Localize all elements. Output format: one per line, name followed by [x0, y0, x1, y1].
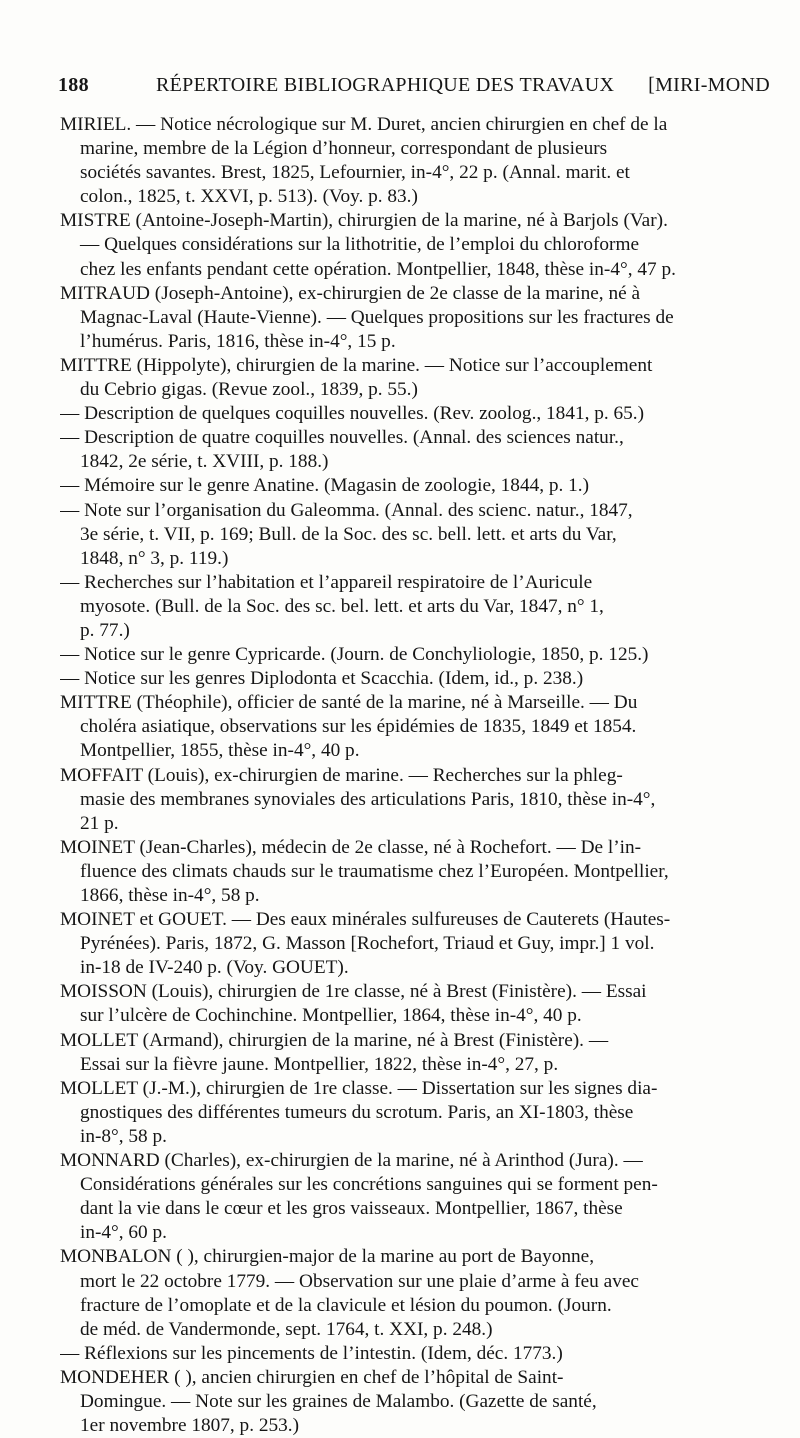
text-line: 1er novembre 1807, p. 253.)	[80, 1415, 300, 1437]
text-line: MISTRE (Antoine-Joseph-Martin), chirurgien de la marine, né à Barjols (Var).	[60, 210, 668, 232]
running-header	[58, 74, 770, 102]
text-line: MIRIEL. — Notice nécrologique sur M. Duret, ancien chirurgien en chef de la	[60, 114, 668, 135]
text-line: 1842, 2e série, t. XVIII, p. 188.)	[80, 451, 329, 473]
text-line: MITTRE (Théophile), officier de santé de la marine, né à Marseille. — Du	[60, 692, 638, 714]
text-line: Montpellier, 1855, thèse in-4°, 40 p.	[80, 740, 360, 762]
entry-monbalon	[60, 1245, 780, 1341]
text-line: Considérations générales sur les concrétions sanguines qui se forment pen-	[80, 1174, 658, 1196]
text-line: 1848, n° 3, p. 119.)	[80, 547, 229, 569]
text-line: chez les enfants pendant cette opération. Montpellier, 1848, thèse in-4°, 47 p.	[80, 258, 676, 280]
text-line: l’humérus. Paris, 1816, thèse in-4°, 15 p.	[80, 330, 396, 352]
text-line: colon., 1825, t. XXVI, p. 513). (Voy. p. 83.)	[80, 186, 418, 208]
text-line: dant la vie dans le cœur et les gros vaisseaux. Montpellier, 1867, thèse	[80, 1198, 623, 1220]
sub-entry	[60, 643, 780, 667]
text-line: fracture de l’omoplate et de la clavicule et lésion du poumon. (Journ.	[80, 1294, 612, 1316]
entry-mitraud	[60, 282, 780, 354]
text-line: — Réflexions sur les pincements de l’intestin. (Idem, déc. 1773.)	[60, 1342, 563, 1364]
text-line: 3e série, t. VII, p. 169; Bull. de la Soc. des sc. bell. lett. et arts du Var,	[80, 523, 617, 545]
text-line: myosote. (Bull. de la Soc. des sc. bel. lett. et arts du Var, 1847, n° 1,	[80, 595, 604, 617]
text-line: sociétés savantes. Brest, 1825, Lefournier, in-4°, 22 p. (Annal. marit. et	[80, 162, 630, 184]
text-line: fluence des climats chauds sur le traumatisme chez l’Européen. Montpellier,	[80, 860, 669, 882]
text-line: — Description de quelques coquilles nouvelles. (Rev. zoolog., 1841, p. 65.)	[60, 403, 645, 425]
entry-mollet-armand	[60, 1029, 780, 1077]
sub-entry	[60, 474, 780, 498]
sub-entry	[60, 667, 780, 691]
text-line: MOISSON (Louis), chirurgien de 1re classe, né à Brest (Finistère). — Essai	[60, 981, 647, 1003]
page-number: 188	[58, 74, 89, 96]
sub-entry	[60, 1342, 780, 1366]
entry-mittre-hippolyte	[60, 354, 780, 402]
entry-mollet-jm	[60, 1077, 780, 1149]
text-line: Pyrénées). Paris, 1872, G. Masson [Rochefort, Triaud et Guy, impr.] 1 vol.	[80, 933, 655, 955]
text-line: Magnac-Laval (Haute-Vienne). — Quelques propositions sur les fractures de	[80, 306, 674, 328]
text-line: p. 77.)	[80, 619, 130, 641]
text-line: mort le 22 octobre 1779. — Observation sur une plaie d’arme à feu avec	[80, 1270, 639, 1292]
sub-entry	[60, 426, 780, 474]
text-line: du Cebrio gigas. (Revue zool., 1839, p. 55.)	[80, 379, 418, 401]
text-line: MOINET (Jean-Charles), médecin de 2e classe, né à Rochefort. — De l’in-	[60, 836, 642, 858]
text-line: — Note sur l’organisation du Galeomma. (Annal. des scienc. natur., 1847,	[60, 499, 633, 521]
entry-moisson	[60, 980, 780, 1028]
entry-moinet	[60, 836, 780, 908]
text-line: — Notice sur le genre Cypricarde. (Journ. de Conchyliologie, 1850, p. 125.)	[60, 644, 649, 666]
sub-entry	[60, 499, 780, 571]
entry-moinet-gouet	[60, 908, 780, 980]
text-line: Domingue. — Note sur les graines de Malambo. (Gazette de santé,	[80, 1390, 597, 1412]
text-line: choléra asiatique, observations sur les épidémies de 1835, 1849 et 1854.	[80, 716, 637, 738]
text-line: MITRAUD (Joseph-Antoine), ex-chirurgien de 2e classe de la marine, né à	[60, 282, 641, 304]
bibliography-body	[60, 113, 780, 1438]
entry-mittre-theophile	[60, 691, 780, 763]
text-line: MOINET et GOUET. — Des eaux minérales sulfureuses de Cauterets (Hautes-	[60, 909, 671, 931]
text-line: — Notice sur les genres Diplodonta et Scacchia. (Idem, id., p. 238.)	[60, 668, 584, 690]
text-line: — Quelques considérations sur la lithotritie, de l’emploi du chloroforme	[80, 234, 640, 256]
entry-monnard	[60, 1149, 780, 1245]
text-line: — Recherches sur l’habitation et l’appareil respiratoire de l’Auricule	[60, 571, 593, 593]
text-line: — Description de quatre coquilles nouvelles. (Annal. des sciences natur.,	[60, 427, 624, 449]
entry-miriel	[60, 113, 780, 209]
text-line: de méd. de Vandermonde, sept. 1764, t. XXI, p. 248.)	[80, 1318, 493, 1340]
text-line: MITTRE (Hippolyte), chirurgien de la marine. — Notice sur l’accouplement	[60, 354, 653, 376]
running-title: RÉPERTOIRE BIBLIOGRAPHIQUE DES TRAVAUX	[156, 74, 615, 96]
text-line: 1866, thèse in-4°, 58 p.	[80, 885, 260, 906]
text-line: 21 p.	[80, 812, 119, 834]
text-line: in-8°, 58 p.	[80, 1125, 167, 1147]
text-line: MONBALON ( ), chirurgien-major de la marine au port de Bayonne,	[60, 1246, 595, 1268]
text-line: Essai sur la fièvre jaune. Montpellier, 1822, thèse in-4°, 27, p.	[80, 1053, 559, 1075]
text-line: MOFFAIT (Louis), ex-chirurgien de marine. — Recherches sur la phleg-	[60, 764, 623, 786]
text-line: gnostiques des différentes tumeurs du scrotum. Paris, an XI-1803, thèse	[80, 1101, 634, 1123]
entry-moffait	[60, 764, 780, 836]
text-line: MONDEHER ( ), ancien chirurgien en chef de l’hôpital de Saint-	[60, 1366, 564, 1388]
text-line: — Mémoire sur le genre Anatine. (Magasin de zoologie, 1844, p. 1.)	[60, 475, 590, 497]
text-line: sur l’ulcère de Cochinchine. Montpellier, 1864, thèse in-4°, 40 p.	[80, 1005, 582, 1027]
text-line: masie des membranes synoviales des articulations Paris, 1810, thèse in-4°,	[80, 788, 656, 810]
entry-range: [MIRI-MOND	[648, 74, 770, 96]
text-line: MOLLET (Armand), chirurgien de la marine, né à Brest (Finistère). —	[60, 1029, 609, 1051]
entry-mondeher	[60, 1366, 780, 1438]
sub-entry	[60, 402, 780, 426]
text-line: in-4°, 60 p.	[80, 1222, 167, 1244]
text-line: MOLLET (J.-M.), chirurgien de 1re classe. — Dissertation sur les signes dia-	[60, 1077, 658, 1099]
text-line: in-18 de IV-240 p. (Voy. GOUET).	[80, 957, 349, 979]
sub-entry	[60, 571, 780, 643]
entry-mistre	[60, 209, 780, 281]
text-line: MONNARD (Charles), ex-chirurgien de la marine, né à Arinthod (Jura). —	[60, 1150, 643, 1172]
text-line: marine, membre de la Légion d’honneur, correspondant de plusieurs	[80, 138, 608, 160]
